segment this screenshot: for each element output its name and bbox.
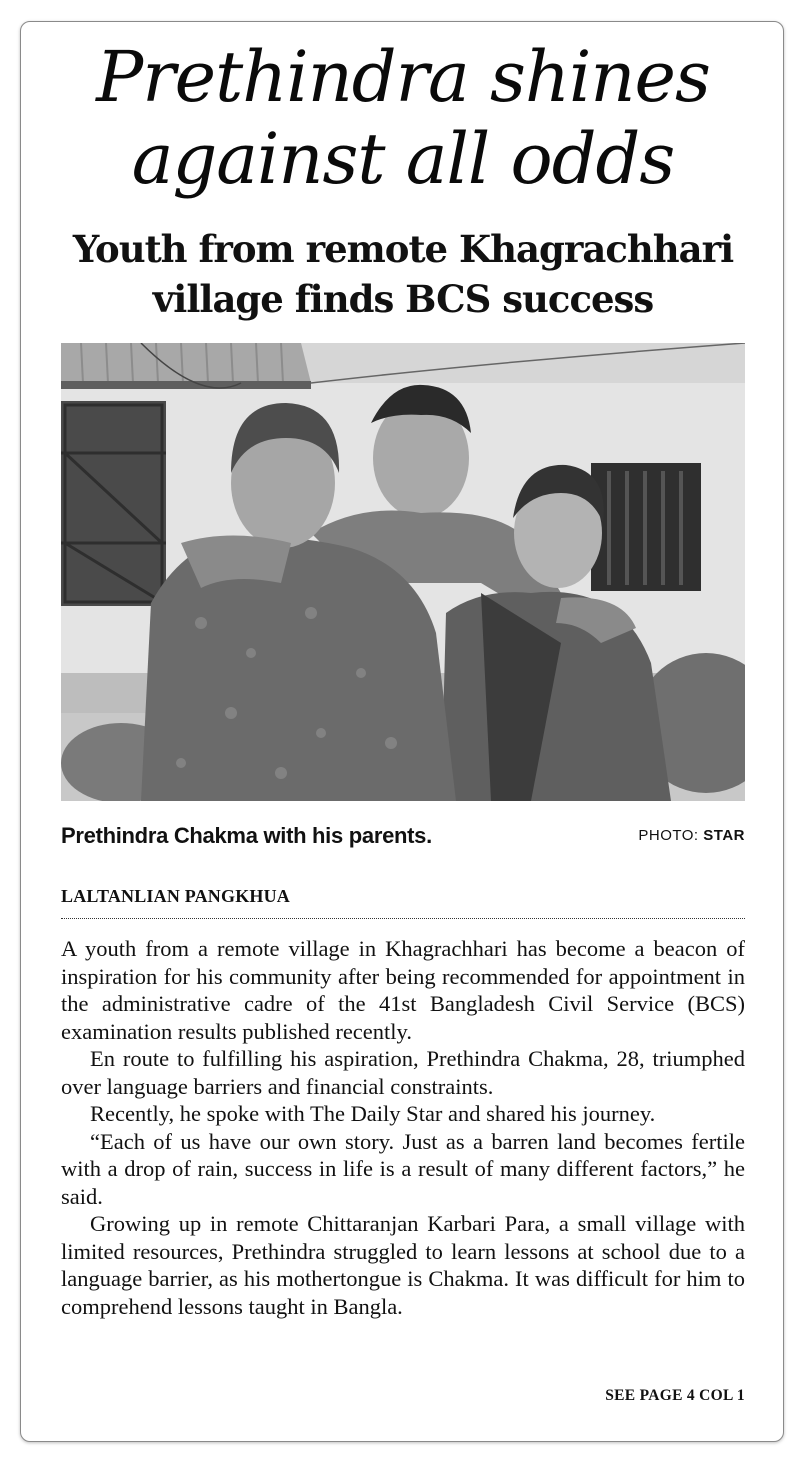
- headline-line-2: against all odds: [131, 118, 675, 200]
- paragraph: “Each of us have our own story. Just as a barren land becomes fertile with a drop of rain, success in life is a result of many different factors,” he said.: [61, 1128, 745, 1209]
- paragraph: En route to fulfilling his aspiration, Prethindra Chakma, 28, triumphed over language barriers and financial constraints.: [61, 1046, 745, 1099]
- headline-line-1: Prethindra shines: [96, 36, 710, 118]
- subheadline-line-1: Youth from remote Khagrachhari: [72, 227, 734, 271]
- subheadline-line-2: village finds BCS success: [152, 277, 654, 321]
- photo-illustration: [61, 343, 745, 801]
- byline: LALTANLIAN PANGKHUA: [61, 886, 290, 906]
- paragraph: Growing up in remote Chittaranjan Karbari Para, a small village with limited resources, Prethindra struggled to learn lessons at school due to a language barrier, as his mothertongue is Chakma. It was difficult for him to comprehend lessons taught in Bangla.: [61, 1211, 745, 1319]
- photo-caption: Prethindra Chakma with his parents.: [61, 823, 432, 848]
- article-body: [61, 935, 745, 1320]
- headline: [0, 36, 806, 200]
- paragraph: Recently, he spoke with The Daily Star and shared his journey.: [90, 1101, 656, 1126]
- photo-credit: [638, 827, 745, 844]
- dotted-divider: [61, 918, 745, 919]
- article-photo: [61, 343, 745, 801]
- photo-credit-prefix: PHOTO:: [638, 827, 699, 844]
- paragraph: A youth from a remote village in Khagrachhari has become a beacon of inspiration for his community after being recommended for appointment in the administrative cadre of the 41st Bangladesh Civil Service (BCS) examination results published recently.: [61, 936, 745, 1044]
- photo-credit-source: STAR: [703, 827, 745, 844]
- continuation-note: SEE PAGE 4 COL 1: [605, 1387, 745, 1404]
- subheadline: [0, 224, 806, 324]
